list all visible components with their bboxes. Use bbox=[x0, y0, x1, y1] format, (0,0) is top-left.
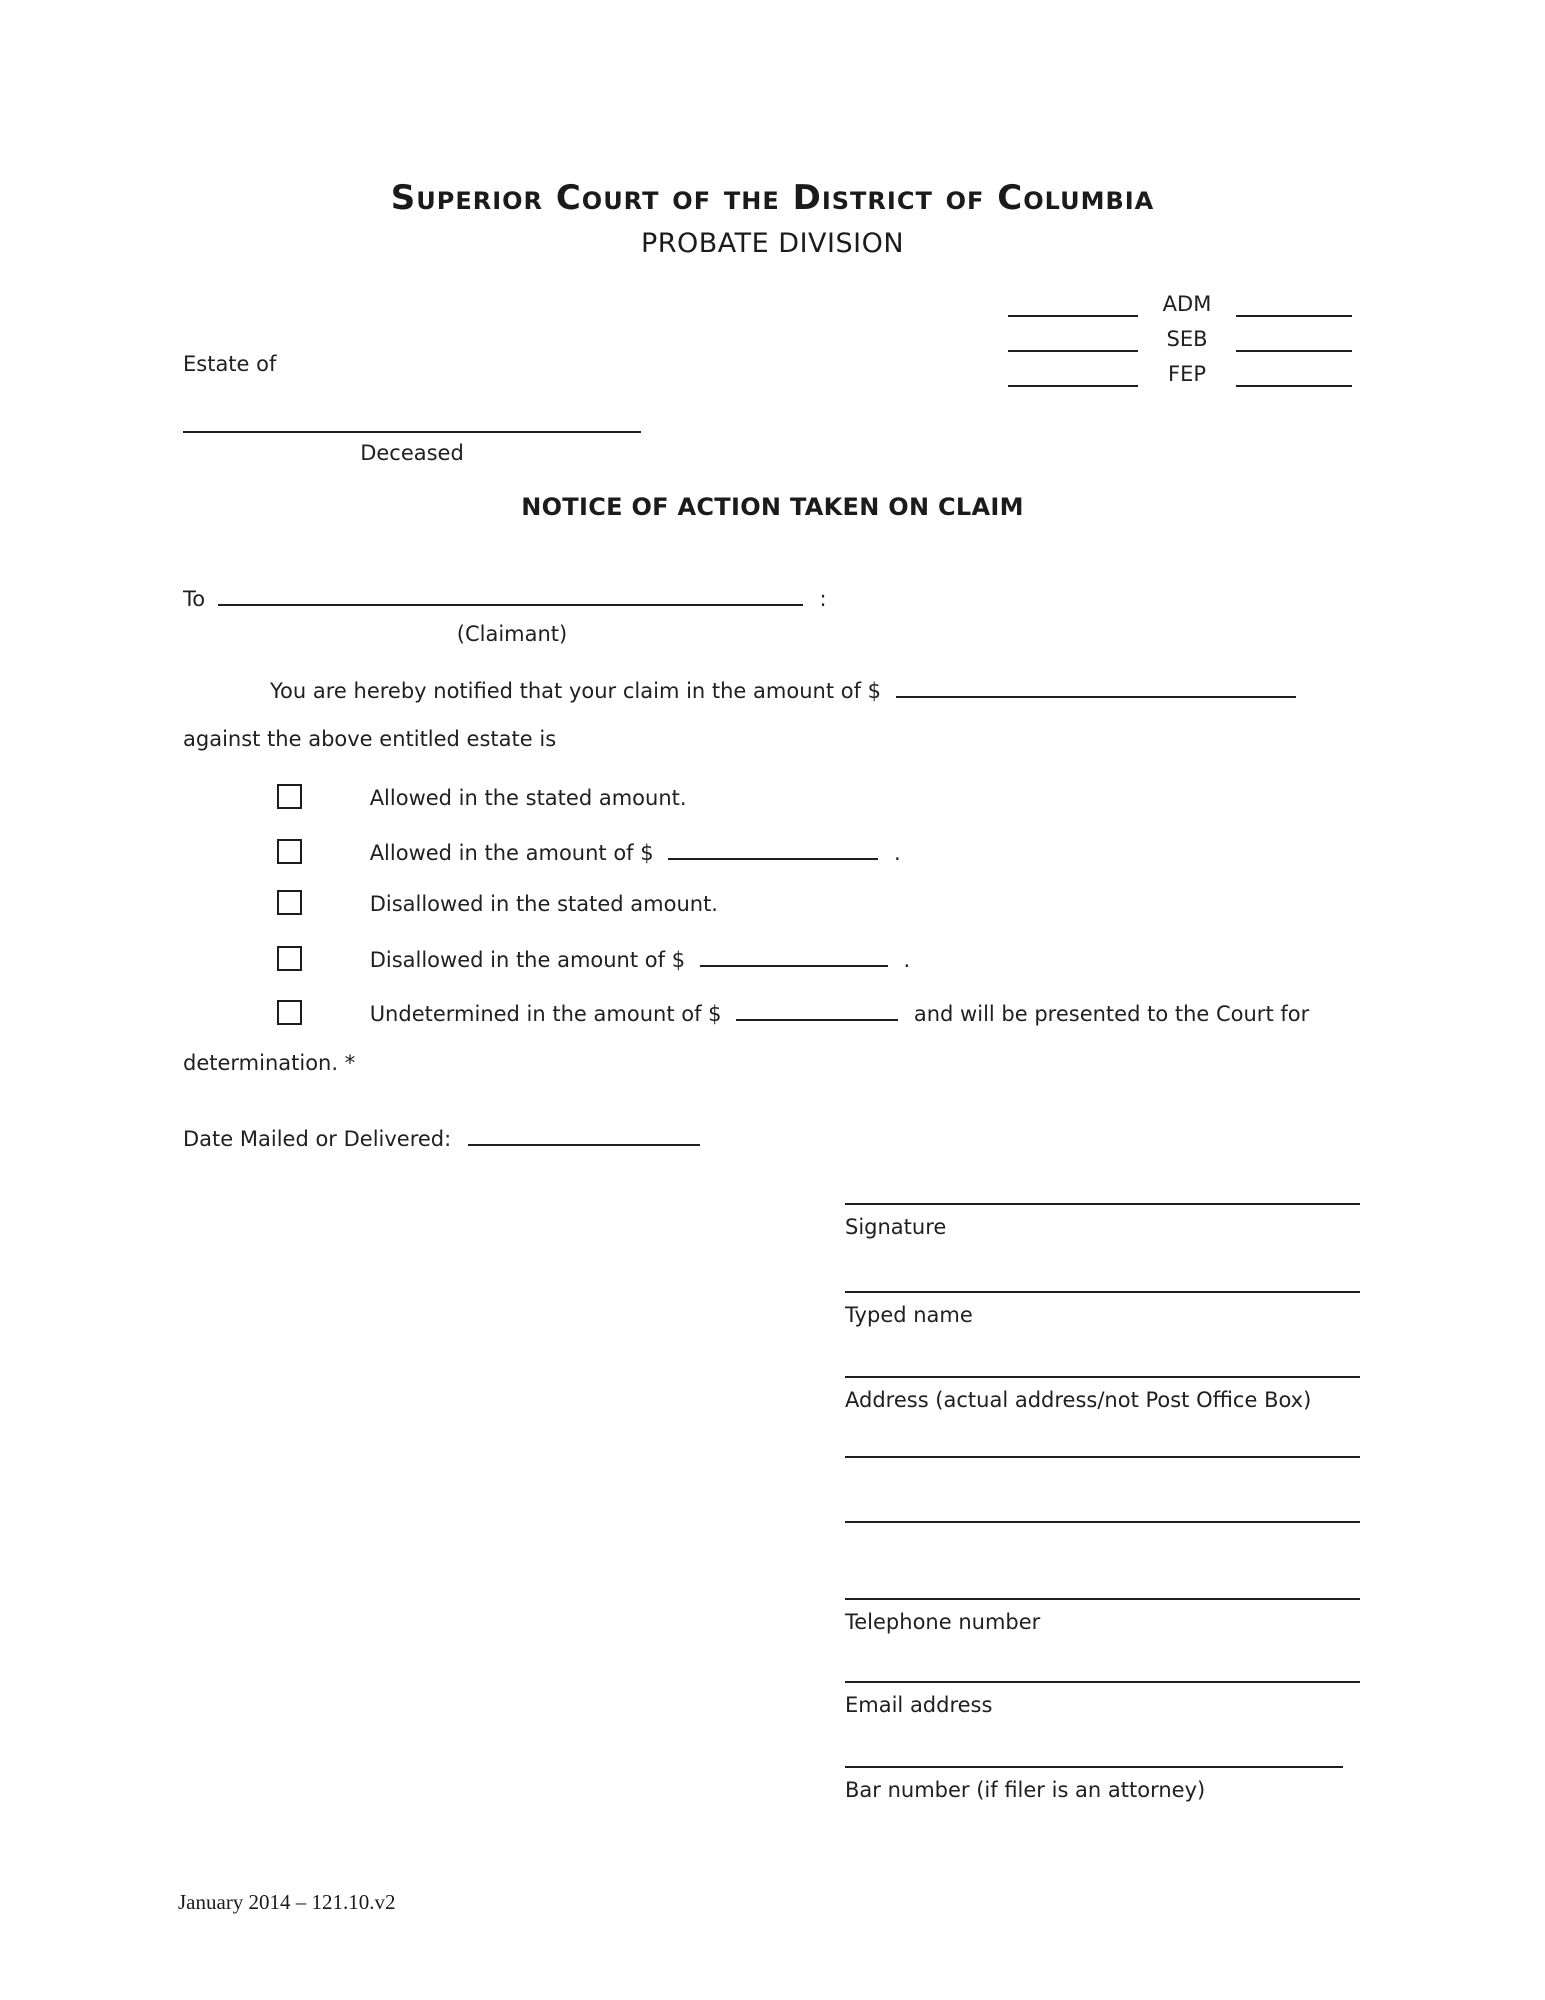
address-line2-blank[interactable] bbox=[845, 1456, 1360, 1458]
seb-left-blank[interactable] bbox=[1008, 329, 1138, 352]
telephone-label: Telephone number bbox=[845, 1610, 1041, 1634]
date-mailed-blank[interactable] bbox=[468, 1123, 700, 1146]
option-row-allowed-amount bbox=[277, 837, 901, 865]
to-colon: : bbox=[819, 587, 827, 611]
option-row-undetermined bbox=[277, 998, 1309, 1026]
telephone-blank[interactable] bbox=[845, 1598, 1360, 1600]
signature-blank[interactable] bbox=[845, 1203, 1360, 1205]
address-blank[interactable] bbox=[845, 1376, 1360, 1378]
against-text: against the above entitled estate is bbox=[183, 727, 557, 751]
undetermined-amount-blank[interactable] bbox=[736, 998, 898, 1021]
case-number-row-adm bbox=[1008, 292, 1352, 317]
address-label: Address (actual address/not Post Office Box) bbox=[845, 1388, 1312, 1412]
claim-amount-blank[interactable] bbox=[896, 675, 1296, 698]
case-number-row-seb bbox=[1008, 327, 1352, 352]
option-label-disallowed-amount: Disallowed in the amount of $ bbox=[369, 948, 686, 972]
bar-number-label: Bar number (if filer is an attorney) bbox=[845, 1778, 1206, 1802]
form-version-text: January 2014 – 121.10.v2 bbox=[178, 1890, 396, 1914]
option-label-allowed-stated: Allowed in the stated amount. bbox=[369, 786, 687, 810]
checkbox-undetermined[interactable] bbox=[277, 1000, 302, 1025]
fep-label: FEP bbox=[1167, 362, 1206, 386]
option-label-undetermined: Undetermined in the amount of $ bbox=[369, 1002, 722, 1026]
case-number-row-fep bbox=[1008, 362, 1352, 387]
to-row bbox=[183, 583, 827, 611]
option-suffix-undetermined: and will be presented to the Court for bbox=[913, 1002, 1310, 1026]
seb-right-blank[interactable] bbox=[1236, 329, 1352, 352]
form-title: NOTICE OF ACTION TAKEN ON CLAIM bbox=[521, 493, 1024, 521]
option-suffix-allowed-amount: . bbox=[893, 841, 901, 865]
notified-text: You are hereby notified that your claim in the amount of $ bbox=[270, 679, 882, 703]
fep-left-blank[interactable] bbox=[1008, 364, 1138, 387]
email-label: Email address bbox=[845, 1693, 993, 1717]
determination-text: determination. * bbox=[183, 1051, 356, 1075]
deceased-label: Deceased bbox=[360, 441, 464, 465]
claimant-caption: (Claimant) bbox=[456, 622, 568, 646]
option-suffix-disallowed-amount: . bbox=[903, 948, 911, 972]
signature-label: Signature bbox=[845, 1215, 947, 1239]
date-mailed-row bbox=[183, 1123, 700, 1151]
typed-name-label: Typed name bbox=[845, 1303, 973, 1327]
estate-of-label: Estate of bbox=[183, 352, 277, 376]
typed-name-blank[interactable] bbox=[845, 1291, 1360, 1293]
option-label-disallowed-stated: Disallowed in the stated amount. bbox=[369, 892, 718, 916]
adm-right-blank[interactable] bbox=[1236, 294, 1352, 317]
option-label-allowed-amount: Allowed in the amount of $ bbox=[369, 841, 654, 865]
claimant-name-blank[interactable] bbox=[218, 583, 803, 606]
to-label: To bbox=[183, 587, 206, 611]
option-row-disallowed-stated bbox=[277, 890, 718, 916]
email-blank[interactable] bbox=[845, 1681, 1360, 1683]
checkbox-allowed-stated[interactable] bbox=[277, 784, 302, 809]
allowed-amount-blank[interactable] bbox=[668, 837, 878, 860]
checkbox-allowed-amount[interactable] bbox=[277, 839, 302, 864]
bar-number-blank[interactable] bbox=[845, 1766, 1343, 1768]
adm-left-blank[interactable] bbox=[1008, 294, 1138, 317]
adm-label: ADM bbox=[1162, 292, 1212, 316]
court-title: Superior Court of the District of Columbia bbox=[390, 178, 1155, 218]
disallowed-amount-blank[interactable] bbox=[700, 944, 888, 967]
checkbox-disallowed-amount[interactable] bbox=[277, 946, 302, 971]
option-row-allowed-stated bbox=[277, 784, 687, 810]
address-line3-blank[interactable] bbox=[845, 1521, 1360, 1523]
deceased-name-blank[interactable] bbox=[183, 431, 641, 433]
fep-right-blank[interactable] bbox=[1236, 364, 1352, 387]
date-mailed-label: Date Mailed or Delivered: bbox=[183, 1127, 452, 1151]
seb-label: SEB bbox=[1166, 327, 1208, 351]
division-subtitle: PROBATE DIVISION bbox=[640, 228, 905, 259]
notified-text-row bbox=[270, 675, 1296, 703]
checkbox-disallowed-stated[interactable] bbox=[277, 890, 302, 915]
option-row-disallowed-amount bbox=[277, 944, 910, 972]
